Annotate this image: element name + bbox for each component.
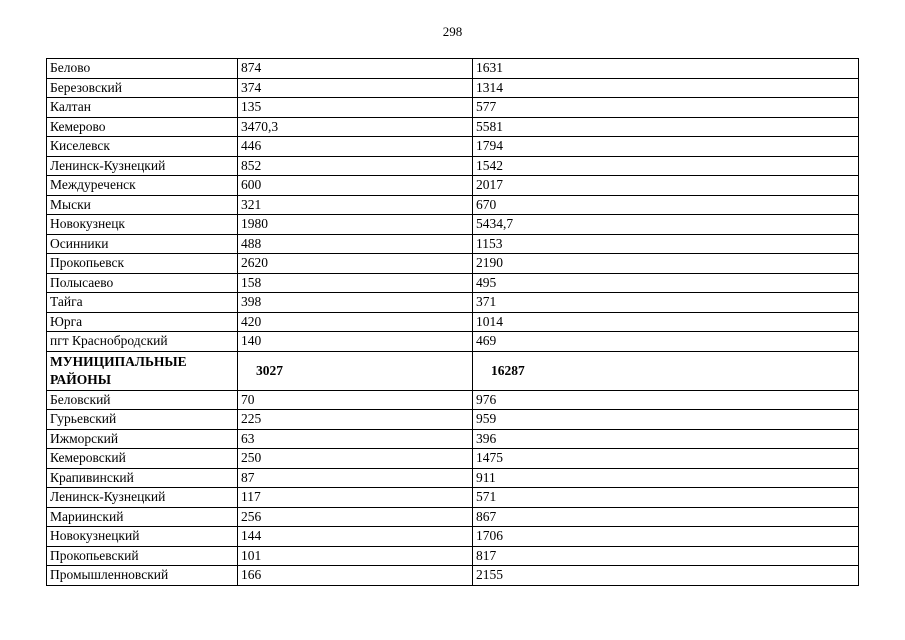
row-col3: 5581 — [473, 117, 859, 137]
row-col2: 374 — [238, 78, 473, 98]
row-name: Киселевск — [47, 137, 238, 157]
row-col2: 256 — [238, 507, 473, 527]
row-name: Кемерово — [47, 117, 238, 137]
row-col2: 1980 — [238, 215, 473, 235]
row-col3: 396 — [473, 429, 859, 449]
row-name: Беловский — [47, 390, 238, 410]
table-row — [47, 137, 859, 157]
row-col3: 571 — [473, 488, 859, 508]
row-col2: 398 — [238, 293, 473, 313]
section-name: МУНИЦИПАЛЬНЫЕ РАЙОНЫ — [47, 351, 238, 390]
table-row — [47, 117, 859, 137]
row-name: пгт Краснобродский — [47, 332, 238, 352]
row-name: Ленинск-Кузнецкий — [47, 488, 238, 508]
row-name: Мариинский — [47, 507, 238, 527]
table-row — [47, 234, 859, 254]
row-col2: 250 — [238, 449, 473, 469]
table-row — [47, 195, 859, 215]
table-row — [47, 566, 859, 586]
table-row — [47, 254, 859, 274]
table-row — [47, 429, 859, 449]
table-row — [47, 390, 859, 410]
section-col2: 3027 — [238, 351, 473, 390]
row-col3: 1542 — [473, 156, 859, 176]
row-col2: 420 — [238, 312, 473, 332]
row-col2: 117 — [238, 488, 473, 508]
data-table — [46, 58, 859, 586]
row-col2: 166 — [238, 566, 473, 586]
row-col3: 976 — [473, 390, 859, 410]
row-col3: 1475 — [473, 449, 859, 469]
row-col2: 3470,3 — [238, 117, 473, 137]
table-row — [47, 332, 859, 352]
row-col3: 817 — [473, 546, 859, 566]
table-row — [47, 215, 859, 235]
row-col3: 911 — [473, 468, 859, 488]
row-col2: 135 — [238, 98, 473, 118]
table-row — [47, 507, 859, 527]
row-name: Ижморский — [47, 429, 238, 449]
row-name: Осинники — [47, 234, 238, 254]
table-row — [47, 176, 859, 196]
row-col3: 959 — [473, 410, 859, 430]
table-row — [47, 78, 859, 98]
row-col3: 5434,7 — [473, 215, 859, 235]
row-name: Кемеровский — [47, 449, 238, 469]
row-col3: 1314 — [473, 78, 859, 98]
row-col3: 2190 — [473, 254, 859, 274]
row-col2: 87 — [238, 468, 473, 488]
row-col3: 577 — [473, 98, 859, 118]
table-row — [47, 468, 859, 488]
row-col3: 2155 — [473, 566, 859, 586]
row-col2: 600 — [238, 176, 473, 196]
row-name: Междуреченск — [47, 176, 238, 196]
row-name: Березовский — [47, 78, 238, 98]
table-row — [47, 156, 859, 176]
row-col2: 874 — [238, 59, 473, 79]
row-col2: 321 — [238, 195, 473, 215]
row-col3: 371 — [473, 293, 859, 313]
table-row — [47, 293, 859, 313]
row-col2: 70 — [238, 390, 473, 410]
table-row — [47, 98, 859, 118]
row-name: Новокузнецкий — [47, 527, 238, 547]
row-name: Полысаево — [47, 273, 238, 293]
row-name: Прокопьевск — [47, 254, 238, 274]
row-name: Юрга — [47, 312, 238, 332]
table-row — [47, 312, 859, 332]
row-name: Крапивинский — [47, 468, 238, 488]
table-row — [47, 410, 859, 430]
row-col3: 670 — [473, 195, 859, 215]
row-name: Прокопьевский — [47, 546, 238, 566]
table-row — [47, 527, 859, 547]
row-name: Новокузнецк — [47, 215, 238, 235]
row-col2: 2620 — [238, 254, 473, 274]
row-col3: 1631 — [473, 59, 859, 79]
row-name: Мыски — [47, 195, 238, 215]
row-col2: 446 — [238, 137, 473, 157]
row-col2: 158 — [238, 273, 473, 293]
row-name: Белово — [47, 59, 238, 79]
section-col3: 16287 — [473, 351, 859, 390]
row-col2: 225 — [238, 410, 473, 430]
row-name: Калтан — [47, 98, 238, 118]
row-col2: 488 — [238, 234, 473, 254]
row-name: Ленинск-Кузнецкий — [47, 156, 238, 176]
row-col3: 1706 — [473, 527, 859, 547]
table-row — [47, 546, 859, 566]
row-col2: 140 — [238, 332, 473, 352]
row-col3: 1014 — [473, 312, 859, 332]
row-name: Промышленновский — [47, 566, 238, 586]
page-number: 298 — [442, 24, 463, 39]
table-body — [47, 59, 859, 586]
row-col3: 469 — [473, 332, 859, 352]
row-col2: 144 — [238, 527, 473, 547]
row-col3: 1153 — [473, 234, 859, 254]
table-row — [47, 59, 859, 79]
row-col3: 495 — [473, 273, 859, 293]
table-row — [47, 488, 859, 508]
row-name: Гурьевский — [47, 410, 238, 430]
row-col3: 2017 — [473, 176, 859, 196]
table-row — [47, 449, 859, 469]
row-col2: 852 — [238, 156, 473, 176]
table-row — [47, 273, 859, 293]
row-col3: 867 — [473, 507, 859, 527]
row-col3: 1794 — [473, 137, 859, 157]
row-name: Тайга — [47, 293, 238, 313]
table-row-section — [47, 351, 859, 390]
row-col2: 101 — [238, 546, 473, 566]
row-col2: 63 — [238, 429, 473, 449]
